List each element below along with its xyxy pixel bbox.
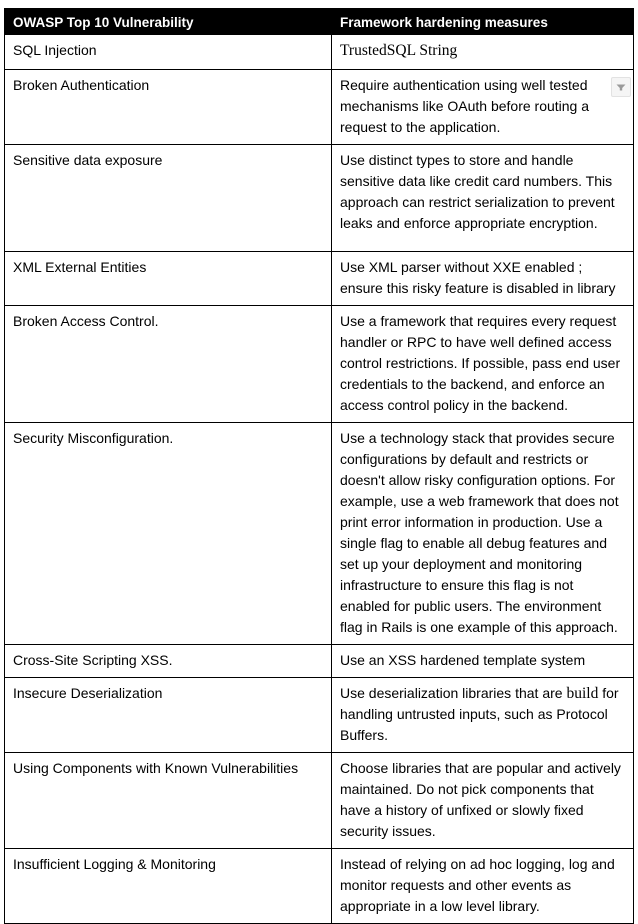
measure-cell[interactable] xyxy=(332,306,634,423)
measure-cell[interactable] xyxy=(332,423,634,645)
measure-cell[interactable] xyxy=(332,70,634,145)
header-row xyxy=(5,9,634,35)
measure-text-segment: Use an XSS hardened template system xyxy=(340,652,586,668)
table-row xyxy=(5,252,634,306)
measure-text-segment: Use a framework that requires every request handler or RPC to have well defined access control restrictions. If possible, pass end user credentials to the backend, and enforce an access control policy in the backend. xyxy=(340,313,621,413)
measure-cell[interactable] xyxy=(332,645,634,678)
dropdown-marker-button[interactable] xyxy=(611,77,631,97)
measure-text-segment: Instead of relying on ad hoc logging, log and monitor requests and other events as appropriate in a low level library. xyxy=(340,856,615,914)
measure-text-segment: Use deserialization libraries that are xyxy=(340,685,567,701)
vulnerability-cell[interactable]: SQL Injection xyxy=(5,35,332,70)
measure-text-segment: Choose libraries that are popular and actively maintained. Do not pick components that have a history of unfixed or slowly fixed security issues. xyxy=(340,760,621,839)
measure-text-segment: Use XML parser without XXE enabled ; ensure this risky feature is disabled in library xyxy=(340,259,616,296)
measure-cell[interactable] xyxy=(332,678,634,753)
measure-cell[interactable] xyxy=(332,849,634,924)
table-body xyxy=(5,35,634,924)
table-row xyxy=(5,145,634,252)
vulnerability-cell[interactable]: Broken Access Control. xyxy=(5,306,332,423)
vulnerability-cell[interactable]: XML External Entities xyxy=(5,252,332,306)
measure-text-segment: Use a technology stack that provides secure configurations by default and restricts or doesn't allow risky configuration options. For example, use a web framework that does not print error information in production. Use a single flag to enable all debug features and set up your deployment and monitoring infrastructure to ensure this flag is not enabled for public users. The environment flag in Rails is one example of this approach. xyxy=(340,430,619,635)
dropdown-marker-icon xyxy=(615,81,627,93)
measure-cell[interactable] xyxy=(332,35,634,70)
vulnerability-cell[interactable]: Security Misconfiguration. xyxy=(5,423,332,645)
measure-text-segment: Require authentication using well tested mechanisms like OAuth before routing a request to the application. xyxy=(340,77,590,135)
measure-text-segment: TrustedSQL String xyxy=(340,42,458,59)
vulnerability-cell[interactable]: Cross-Site Scripting XSS. xyxy=(5,645,332,678)
table-row xyxy=(5,753,634,849)
header-cell-measures[interactable]: Framework hardening measures xyxy=(332,9,634,35)
measure-text-segment: for handling untrusted inputs, such as Protocol Buffers. xyxy=(340,685,619,743)
header-cell-vulnerability[interactable]: OWASP Top 10 Vulnerability xyxy=(5,9,332,35)
vulnerability-cell[interactable]: Insecure Deserialization xyxy=(5,678,332,753)
vulnerability-cell[interactable]: Broken Authentication xyxy=(5,70,332,145)
measure-cell[interactable] xyxy=(332,145,634,252)
measure-cell[interactable] xyxy=(332,753,634,849)
table-row xyxy=(5,70,634,145)
vulnerability-cell[interactable]: Insufficient Logging & Monitoring xyxy=(5,849,332,924)
table-row xyxy=(5,306,634,423)
table-row xyxy=(5,423,634,645)
measure-text-segment: Use distinct types to store and handle sensitive data like credit card numbers. This approach can restrict serialization to prevent leaks and enforce appropriate encryption. xyxy=(340,152,615,231)
vulnerability-cell[interactable]: Sensitive data exposure xyxy=(5,145,332,252)
table-row xyxy=(5,849,634,924)
measure-text-segment: build xyxy=(566,685,599,702)
measure-cell[interactable] xyxy=(332,252,634,306)
vulnerability-cell[interactable]: Using Components with Known Vulnerabilities xyxy=(5,753,332,849)
table-row xyxy=(5,645,634,678)
table-header xyxy=(5,9,634,35)
owasp-hardening-table xyxy=(4,8,634,924)
table-row xyxy=(5,35,634,70)
table-row xyxy=(5,678,634,753)
